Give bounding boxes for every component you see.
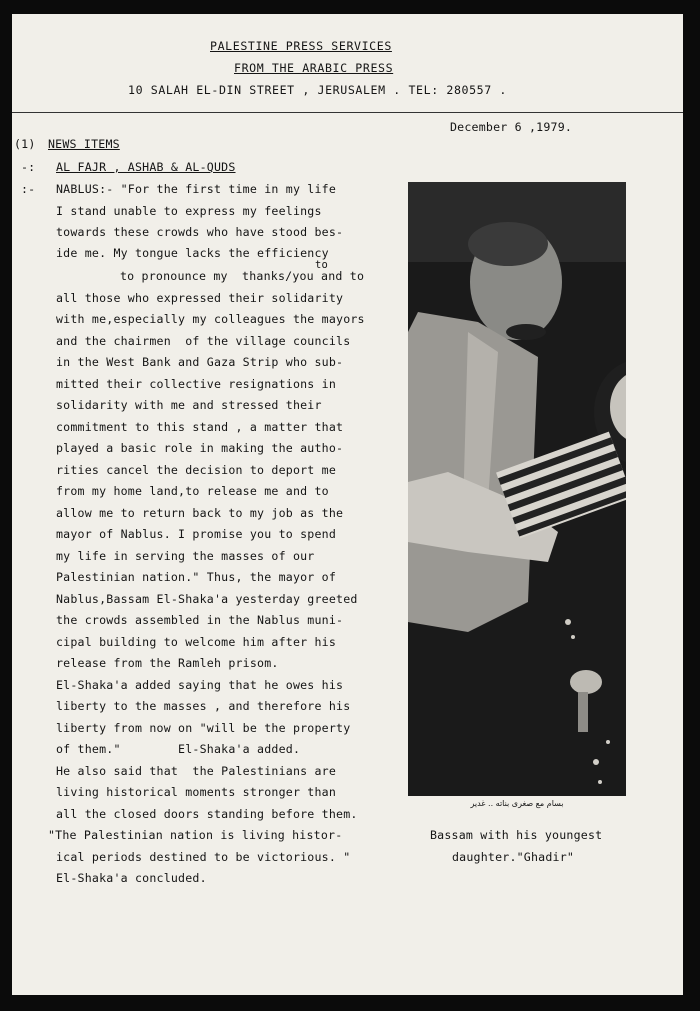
body-line: from my home land,to release me and to xyxy=(56,484,329,498)
body-line: solidarity with me and stressed their xyxy=(56,398,322,412)
body-line: mitted their collective resignations in xyxy=(56,377,337,391)
body-line: of them." El-Shaka'a added. xyxy=(56,742,301,756)
date: December 6 ,1979. xyxy=(450,120,573,134)
body-line: ide me. My tongue lacks the efficiency xyxy=(56,246,329,260)
photo-caption-line: Bassam with his youngest xyxy=(430,828,603,842)
body-line: Nablus,Bassam El-Shaka'a yesterday greeted xyxy=(56,592,358,606)
document-page xyxy=(12,14,683,995)
address-line: 10 SALAH EL-DIN STREET , JERUSALEM . TEL: 280557 . xyxy=(128,83,508,97)
arabic-photo-caption: بسام مع صغرى بناته .. غدير xyxy=(470,799,564,808)
agency-name: PALESTINE PRESS SERVICES xyxy=(210,39,392,53)
subtitle: FROM THE ARABIC PRESS xyxy=(234,61,394,75)
body-line: ical periods destined to be victorious. " xyxy=(56,850,351,864)
body-line: El-Shaka'a added saying that he owes his xyxy=(56,678,344,692)
body-line: with me,especially my colleagues the mayors xyxy=(56,312,365,326)
body-line: my life in serving the masses of our xyxy=(56,549,315,563)
photo-image xyxy=(408,182,626,796)
body-line: mayor of Nablus. I promise you to spend xyxy=(56,527,337,541)
photo-bassam-and-daughter xyxy=(408,182,626,796)
body-line: played a basic role in making the autho- xyxy=(56,441,344,455)
body-line: the crowds assembled in the Nablus muni- xyxy=(56,613,344,627)
body-line: liberty to the masses , and therefore his xyxy=(56,699,351,713)
body-line: living historical moments stronger than xyxy=(56,785,337,799)
section-number: (1) xyxy=(14,137,36,151)
body-line: release from the Ramleh prisom. xyxy=(56,656,279,670)
body-line: El-Shaka'a concluded. xyxy=(56,871,207,885)
body-line: allow me to return back to my job as the xyxy=(56,506,344,520)
body-line: all those who expressed their solidarity xyxy=(56,291,344,305)
section-title: NEWS ITEMS xyxy=(48,137,120,151)
body-line: I stand unable to express my feelings xyxy=(56,204,322,218)
marker-colon: :- xyxy=(21,182,36,196)
body-line: to pronounce my thanks/you and to xyxy=(120,269,365,283)
body-line: commitment to this stand , a matter that xyxy=(56,420,344,434)
marker-dash: -: xyxy=(21,160,36,174)
body-line: "The Palestinian nation is living histor- xyxy=(48,828,343,842)
body-line: Palestinian nation." Thus, the mayor of xyxy=(56,570,337,584)
body-line: liberty from now on "will be the property xyxy=(56,721,351,735)
body-line: all the closed doors standing before them. xyxy=(56,807,358,821)
sources-line: AL FAJR , ASHAB & AL-QUDS xyxy=(56,160,236,174)
body-line: NABLUS:- "For the first time in my life xyxy=(56,182,337,196)
body-line: in the West Bank and Gaza Strip who sub- xyxy=(56,355,344,369)
body-line: and the chairmen of the village councils xyxy=(56,334,351,348)
body-line: towards these crowds who have stood bes- xyxy=(56,225,344,239)
body-insertion: to xyxy=(315,259,329,271)
photo-caption-line: daughter."Ghadir" xyxy=(452,850,575,864)
body-line: cipal building to welcome him after his xyxy=(56,635,337,649)
body-line: rities cancel the decision to deport me xyxy=(56,463,337,477)
body-line: He also said that the Palestinians are xyxy=(56,764,337,778)
header-rule xyxy=(12,112,683,113)
